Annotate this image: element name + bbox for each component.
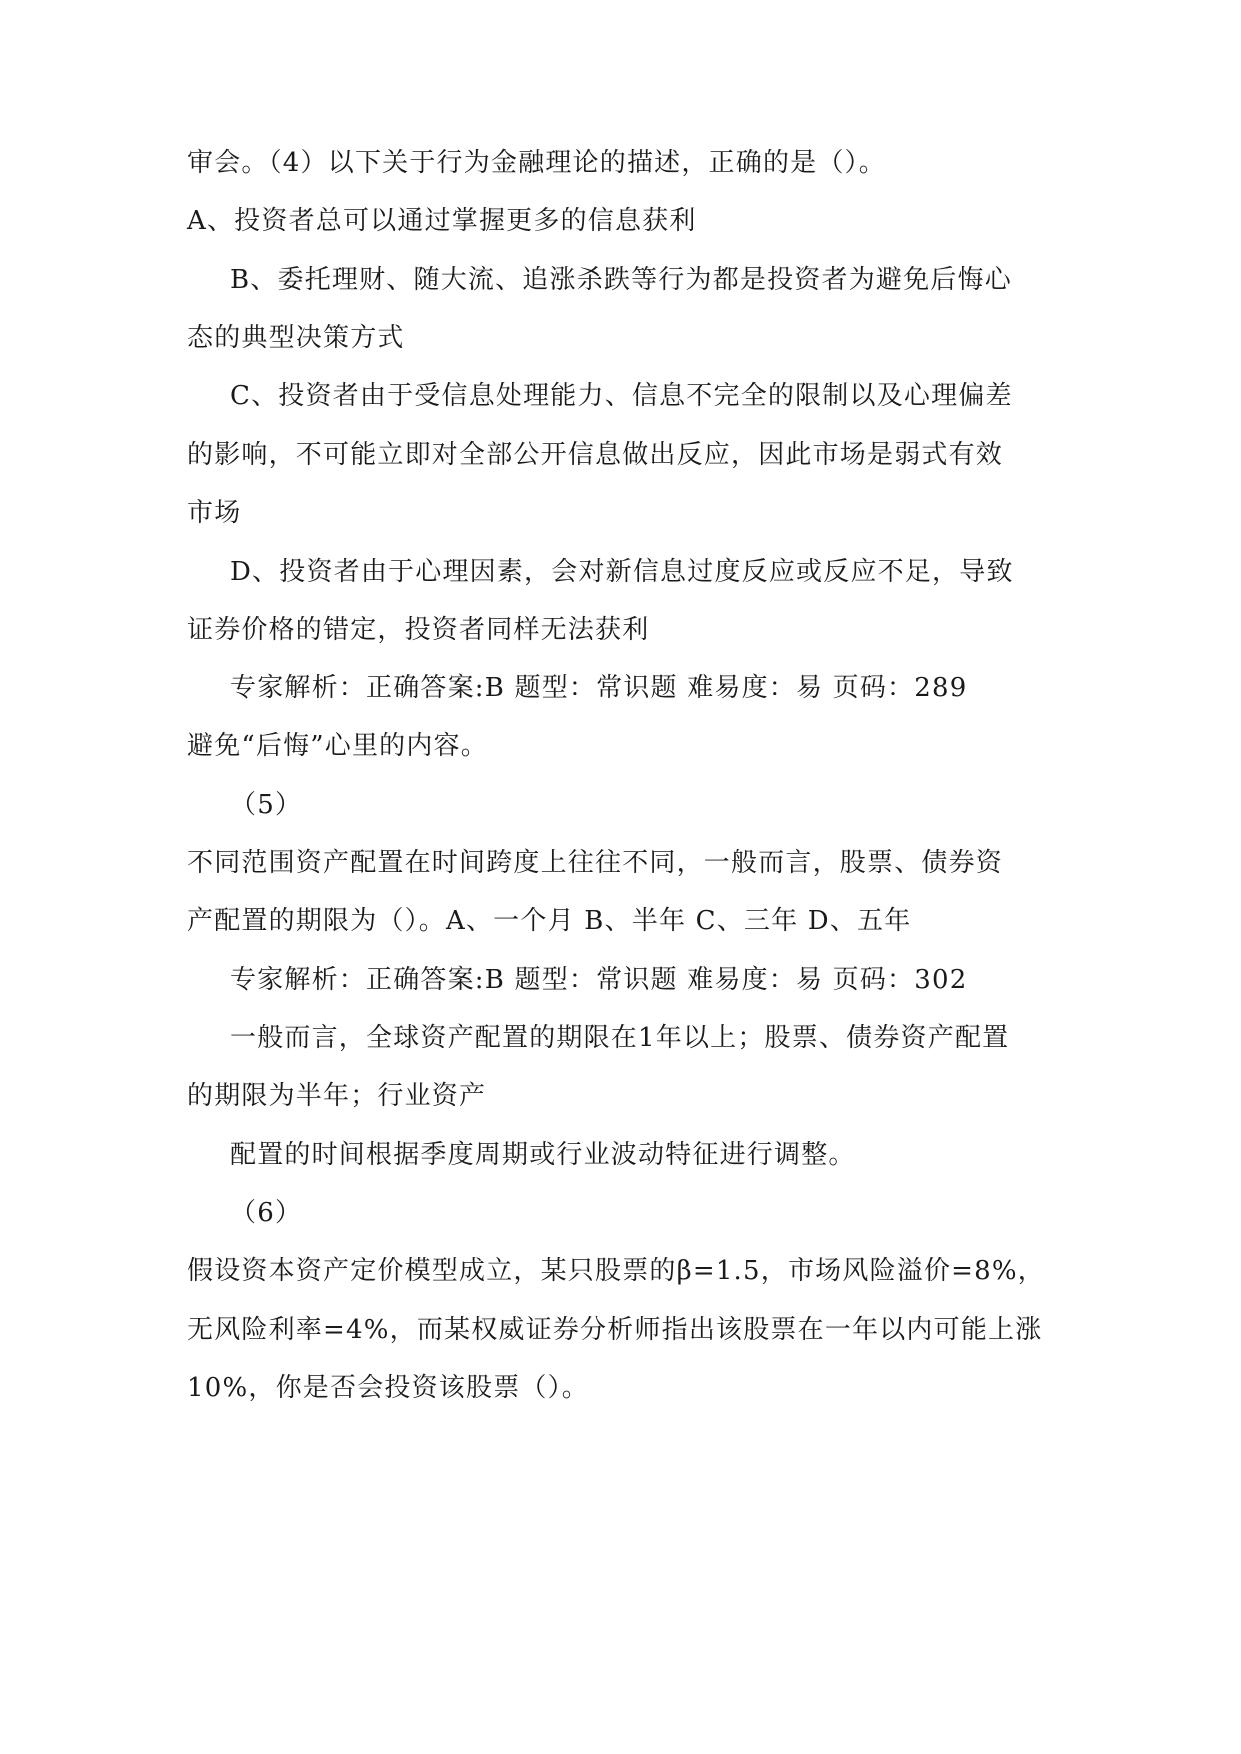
text-line: 产配置的期限为（）。A、一个月 B、半年 C、三年 D、五年 [187,906,912,936]
text-line: 无风险利率=4%，而某权威证券分析师指出该股票在一年以内可能上涨 [187,1315,1043,1345]
text-line: C、投资者由于受信息处理能力、信息不完全的限制以及心理偏差 [230,381,1013,411]
text-line: A、投资者总可以通过掌握更多的信息获利 [187,206,697,236]
text-line: 专家解析：正确答案:B 题型：常识题 难易度：易 页码：289 [230,673,968,703]
text-line: 专家解析：正确答案:B 题型：常识题 难易度：易 页码：302 [230,965,968,995]
text-line: D、投资者由于心理因素，会对新信息过度反应或反应不足，导致 [230,557,1014,587]
text-line: 配置的时间根据季度周期或行业波动特征进行调整。 [230,1140,856,1170]
text-line: （5） [230,790,303,820]
text-line: 证券价格的错定，投资者同样无法获利 [187,615,650,645]
text-line: 10%，你是否会投资该股票（）。 [187,1373,589,1403]
text-line: 的期限为半年；行业资产 [187,1081,487,1111]
text-line: B、委托理财、随大流、追涨杀跌等行为都是投资者为避免后悔心 [230,265,1012,295]
text-line: 避免“后悔”心里的内容。 [187,731,488,761]
text-line: 审会。（4）以下关于行为金融理论的描述，正确的是（）。 [187,148,886,178]
text-line: 态的典型决策方式 [187,323,405,353]
text-line: 一般而言，全球资产配置的期限在1年以上；股票、债券资产配置 [230,1023,1010,1053]
text-line: （6） [230,1198,303,1228]
text-line: 假设资本资产定价模型成立，某只股票的β=1.5，市场风险溢价=8%， [187,1256,1045,1286]
text-line: 不同范围资产配置在时间跨度上往往不同，一般而言，股票、债券资 [187,848,1004,878]
text-line: 市场 [187,498,242,528]
text-line: 的影响，不可能立即对全部公开信息做出反应，因此市场是弱式有效 [187,440,1004,470]
